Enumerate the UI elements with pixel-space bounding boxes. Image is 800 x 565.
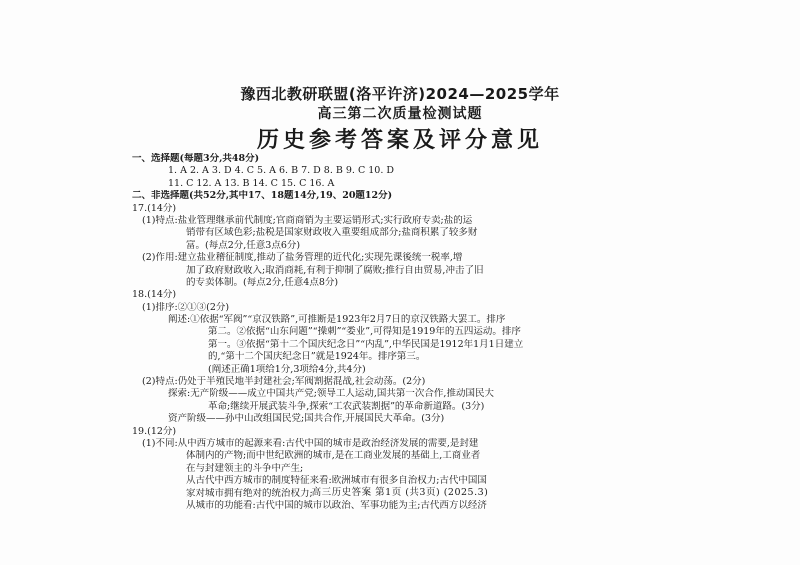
exam-union-header: 豫西北教研联盟(洛平许济)2024—2025学年 <box>240 85 560 103</box>
answer-line: (2)特点:仍处于半殖民地半封建社会;军阀割据混战,社会动荡。(2分) <box>142 376 426 388</box>
answer-line: 1. A 2. A 3. D 4. C 5. A 6. B 7. D 8. B 9. C 10. D <box>168 165 394 177</box>
answer-line: 一、选择题(每题3分,共48分) <box>132 153 260 164</box>
answer-line: 革命;继续开展武装斗争,探索“工农武装割据”的革命新道路。(3分) <box>208 400 485 412</box>
answer-line: 18.(14分) <box>132 289 177 301</box>
answer-line: (1)不同:从中西方城市的起源来看:古代中国的城市是政治经济发展的需要,是封建 <box>142 437 479 449</box>
answer-line: (2)作用:建立盐业稽征制度,推动了盐务管理的近代化;实现先课後统一税率,增 <box>142 252 463 264</box>
answer-line: 从城市的功能看:古代中国的城市以政治、军事功能为主;古代西方以经济 <box>186 499 487 511</box>
answer-line: 家对城市拥有绝对的统治权力; <box>186 487 313 499</box>
answer-line: 二、非选择题(共52分,其中17、18题14分,19、20题12分) <box>132 190 393 202</box>
answer-line: 探索:无产阶级——成立中国共产党;领导工人运动,国共第一次合作,推动国民大 <box>168 388 494 400</box>
answer-line: 资产阶级——孙中山改组国民党;国共合作,开展国民大革命。(3分) <box>168 413 445 425</box>
answer-line: (1)排序:②①③(2分) <box>142 301 230 313</box>
answer-line: (1)特点:盐业管理继承前代制度;官商商销为主要运销形式;实行政府专卖;盐的运 <box>142 214 473 226</box>
answer-line: 17.(14分) <box>132 202 177 214</box>
answer-line: 富。(每点2分,任意3点6分) <box>186 239 301 251</box>
answer-body <box>132 153 672 512</box>
answer-line: 体制内的产物;而中世纪欧洲的城市,是在工商业发展的基础上,工商业者 <box>186 450 481 462</box>
answer-line: 11. C 12. A 13. B 14. C 15. C 16. A <box>168 177 335 189</box>
answer-line: (阐述正确1项给1分,3项给4分,共4分) <box>208 363 366 375</box>
answer-line: 加了政府财政收入;取消商耗,有利于抑制了腐败;推行自由贸易,冲击了旧 <box>186 264 484 276</box>
answer-line: 19.(12分) <box>132 425 177 437</box>
answer-line: 第二。②依据“山东问题”“操刺”“娄业”,可得知是1919年的五四运动。排序 <box>208 326 521 338</box>
answer-line: 阐述:①依据“军阀”“京汉铁路”,可推断是1923年2月7日的京汉铁路大罢工。排序 <box>168 314 506 326</box>
answer-line: 从古代中西方城市的制度特征来看:欧洲城市有很多自治权力;古代中国国 <box>186 475 487 487</box>
exam-subtitle: 高三第二次质量检测试题 <box>317 106 483 122</box>
page-title: 历史参考答案及评分意见 <box>256 127 543 153</box>
answer-line: 在与封建领主的斗争中产生; <box>186 462 304 474</box>
answer-line: 的专卖体制。(每点2分,任意4点8分) <box>186 276 339 288</box>
answer-line: 销带有区域色彩;盐税是国家财政收入重要组成部分;盐商积累了较多财 <box>186 227 478 239</box>
answer-line: 第一。③依据“第十二个国庆纪念日”“内乱”,中华民国是1912年1月1日建立 <box>208 338 524 350</box>
answer-line: 的,“第十二个国庆纪念日”就是1924年。排序第三。 <box>208 351 426 363</box>
page-footer: 高三历史答案 第1页 (共3页) (2025.3) <box>311 487 489 498</box>
